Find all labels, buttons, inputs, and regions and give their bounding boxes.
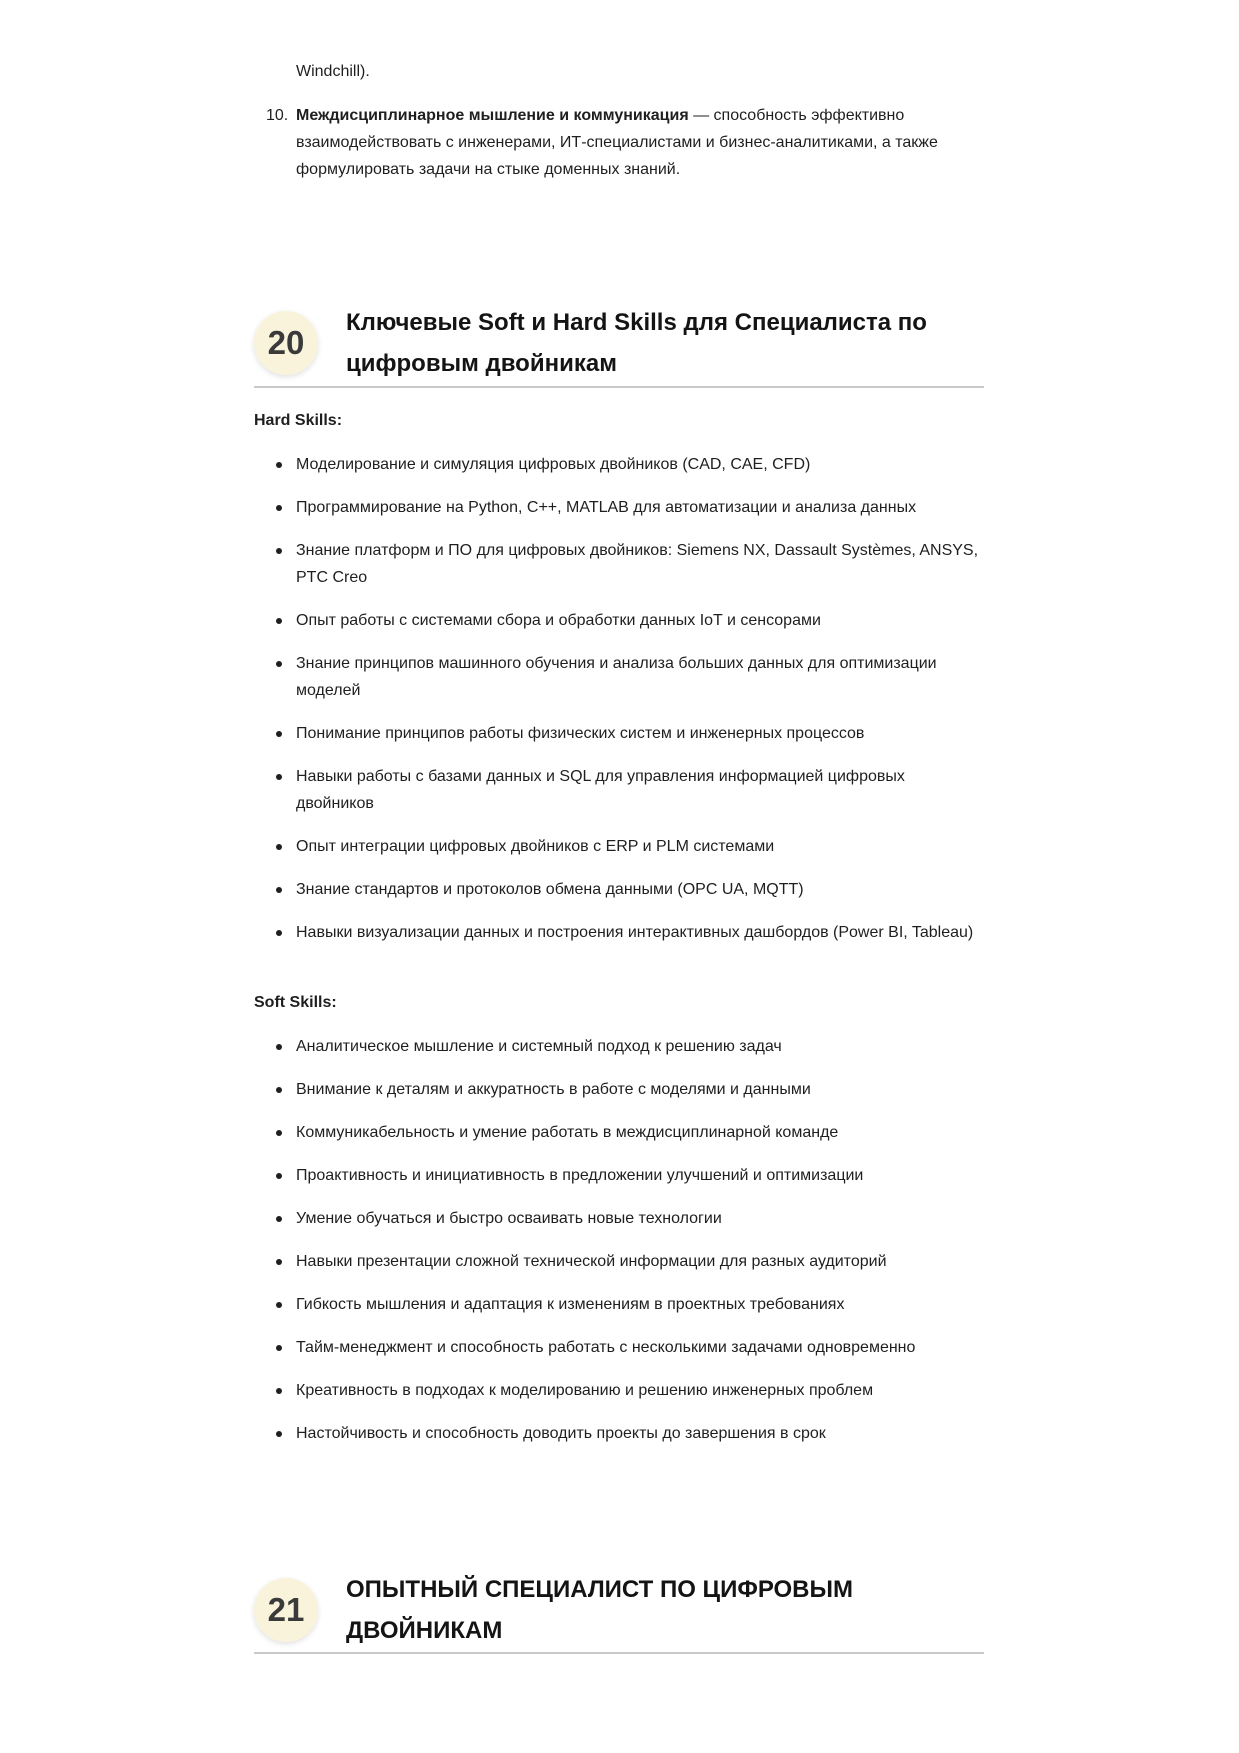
hard-skill-item: Моделирование и симуляция цифровых двойников (CAD, CAE, CFD) <box>266 451 986 478</box>
soft-skills-list <box>266 1033 986 1463</box>
soft-skill-item: Внимание к деталям и аккуратность в работе с моделями и данными <box>266 1076 986 1103</box>
soft-skill-item: Коммуникабельность и умение работать в междисциплинарной команде <box>266 1119 986 1146</box>
hard-skill-item: Знание платформ и ПО для цифровых двойников: Siemens NX, Dassault Systèmes, ANSYS, PTC Creo <box>266 537 986 591</box>
soft-skill-item: Тайм-менеджмент и способность работать с несколькими задачами одновременно <box>266 1334 986 1361</box>
hard-skill-item: Опыт работы с системами сбора и обработки данных IoT и сенсорами <box>266 607 986 634</box>
hard-skill-item: Навыки работы с базами данных и SQL для управления информацией цифровых двойников <box>266 763 986 817</box>
section-header-20 <box>254 300 984 388</box>
numbered-item-10 <box>266 102 986 183</box>
continuation-text: Windchill). <box>296 63 370 80</box>
soft-skills-heading: Soft Skills: <box>254 994 337 1011</box>
hard-skills-list <box>266 451 986 962</box>
hard-skill-item: Опыт интеграции цифровых двойников с ERP и PLM системами <box>266 833 986 860</box>
item-description: — способность эффективно взаимодействовать с инженерами, ИТ-специалистами и бизнес-аналитиками, а также формулировать задачи на стыке доменных знаний. <box>296 107 938 178</box>
soft-skill-item: Навыки презентации сложной технической информации для разных аудиторий <box>266 1248 986 1275</box>
section-number-badge: 20 <box>254 311 318 375</box>
section-title: ОПЫТНЫЙ СПЕЦИАЛИСТ ПО ЦИФРОВЫМ ДВОЙНИКАМ <box>346 1576 853 1644</box>
hard-skill-item: Программирование на Python, C++, MATLAB для автоматизации и анализа данных <box>266 494 986 521</box>
soft-skill-item: Гибкость мышления и адаптация к изменениям в проектных требованиях <box>266 1291 986 1318</box>
hard-skill-item: Знание стандартов и протоколов обмена данными (OPC UA, MQTT) <box>266 876 986 903</box>
section-header-21 <box>254 1568 984 1654</box>
soft-skill-item: Настойчивость и способность доводить проекты до завершения в срок <box>266 1420 986 1447</box>
section-title: Ключевые Soft и Hard Skills для Специалиста по цифровым двойникам <box>346 309 927 377</box>
hard-skills-heading: Hard Skills: <box>254 412 343 429</box>
soft-skill-item: Аналитическое мышление и системный подход к решению задач <box>266 1033 986 1060</box>
soft-skill-item: Креативность в подходах к моделированию и решению инженерных проблем <box>266 1377 986 1404</box>
item-number: 10. <box>266 107 289 124</box>
hard-skill-item: Знание принципов машинного обучения и анализа больших данных для оптимизации моделей <box>266 650 986 704</box>
soft-skill-item: Умение обучаться и быстро осваивать новые технологии <box>266 1205 986 1232</box>
item-body <box>296 102 986 183</box>
item-bold-title: Междисциплинарное мышление и коммуникация <box>296 107 689 124</box>
hard-skill-item: Понимание принципов работы физических систем и инженерных процессов <box>266 720 986 747</box>
section-number-badge: 21 <box>254 1578 318 1642</box>
hard-skill-item: Навыки визуализации данных и построения интерактивных дашбордов (Power BI, Tableau) <box>266 919 986 946</box>
soft-skill-item: Проактивность и инициативность в предложении улучшений и оптимизации <box>266 1162 986 1189</box>
